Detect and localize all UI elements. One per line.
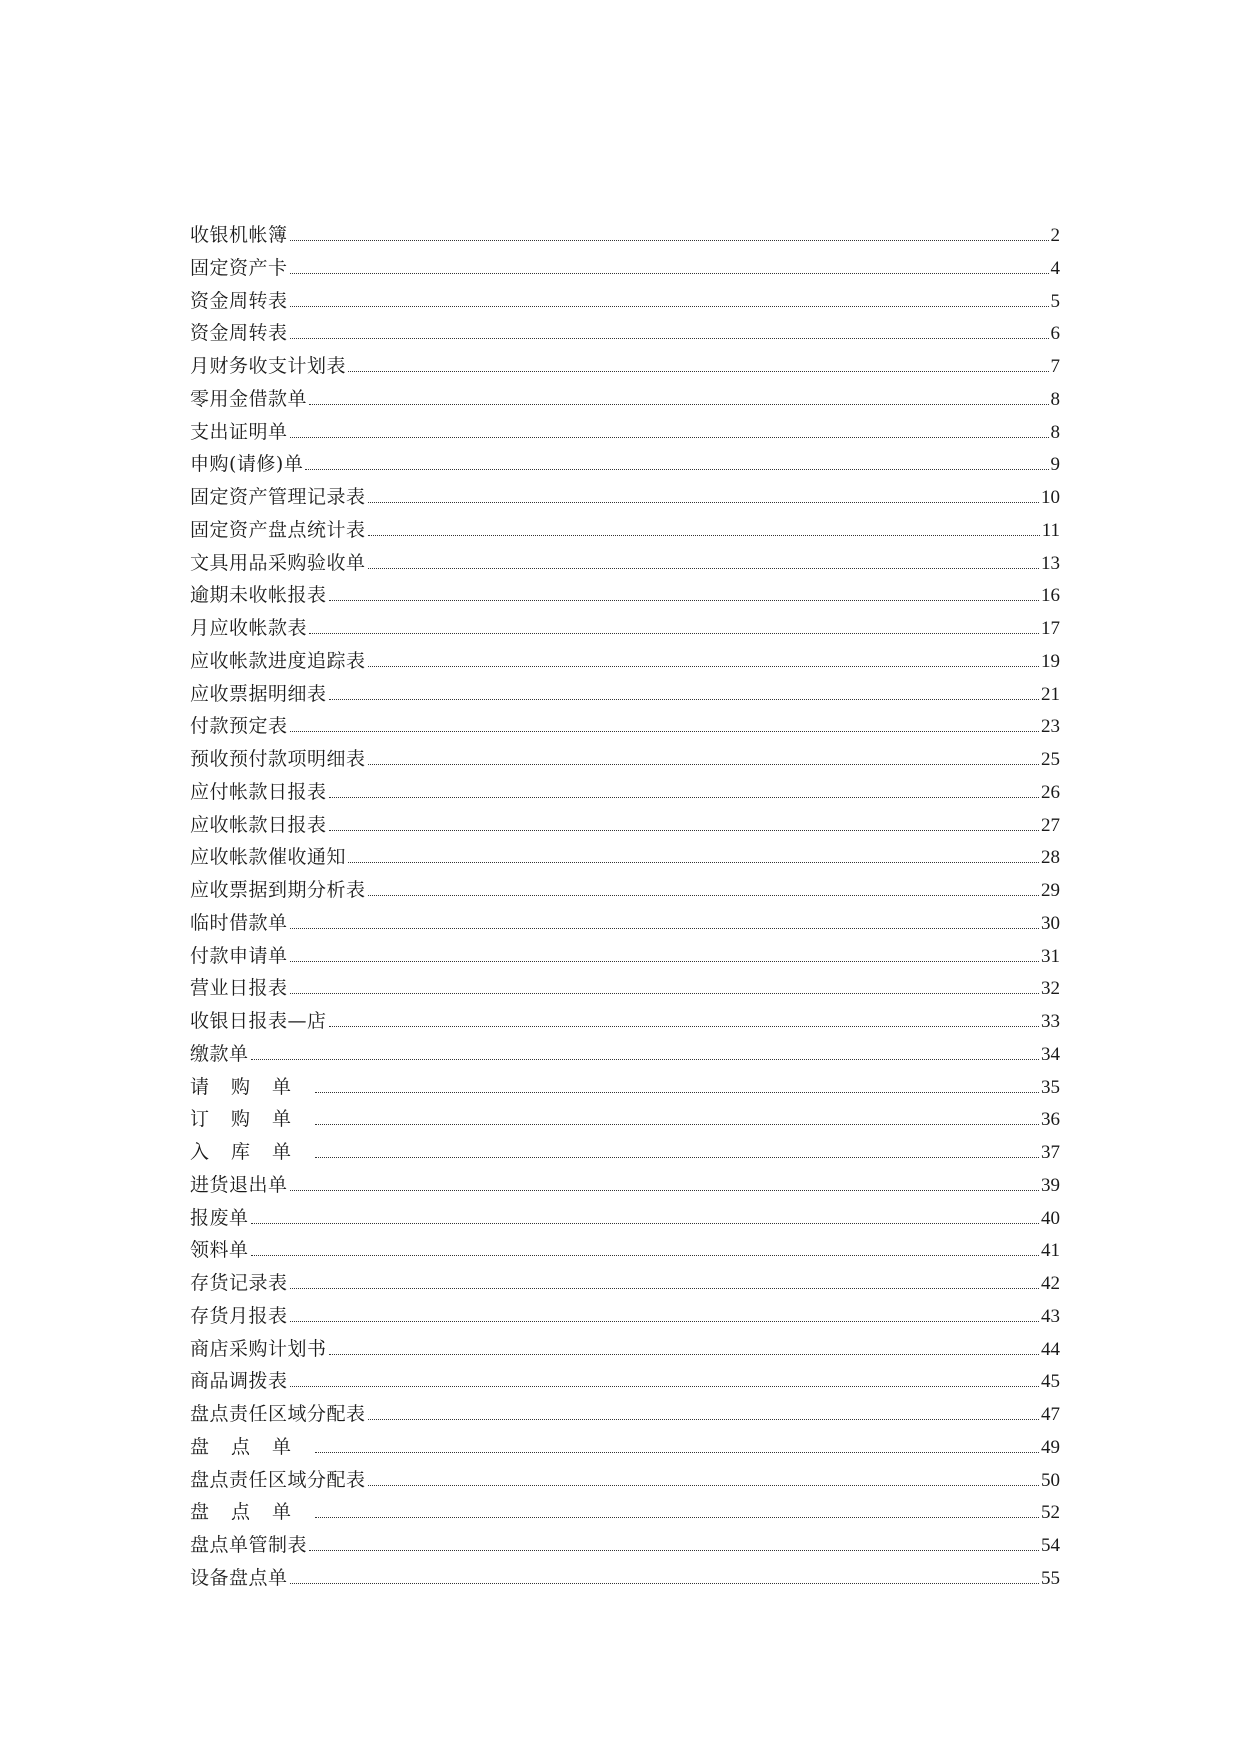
- toc-dot-leader: [290, 240, 1049, 241]
- toc-entry-title: 付款申请单: [190, 944, 288, 967]
- toc-entry[interactable]: [190, 252, 1060, 285]
- toc-entry-title: 缴款单: [190, 1042, 249, 1065]
- toc-entry-title: 固定资产卡: [190, 256, 288, 279]
- toc-entry[interactable]: [190, 612, 1060, 645]
- toc-entry[interactable]: [190, 514, 1060, 547]
- toc-entry[interactable]: [190, 776, 1060, 809]
- toc-dot-leader: [251, 1255, 1039, 1256]
- toc-dot-leader: [329, 699, 1039, 700]
- toc-dot-leader: [368, 895, 1039, 896]
- toc-entry-title: 预收预付款项明细表: [190, 748, 366, 770]
- toc-entry[interactable]: [190, 809, 1060, 842]
- toc-entry-page-number: 29: [1041, 880, 1060, 901]
- toc-entry-page-number: 44: [1041, 1338, 1060, 1360]
- toc-entry-page-number: 5: [1050, 290, 1060, 312]
- toc-entry[interactable]: [190, 710, 1060, 743]
- toc-entry-title: 商品调拨表: [190, 1370, 288, 1393]
- toc-dot-leader: [290, 1321, 1039, 1322]
- toc-entry-page-number: 8: [1050, 421, 1060, 443]
- toc-entry-page-number: 25: [1041, 749, 1060, 770]
- toc-entry-page-number: 23: [1041, 716, 1060, 738]
- toc-dot-leader: [290, 1190, 1039, 1191]
- toc-entry[interactable]: [190, 645, 1060, 678]
- toc-entry-page-number: 4: [1050, 257, 1060, 279]
- toc-entry-page-number: 21: [1041, 683, 1060, 705]
- toc-dot-leader: [315, 1157, 1039, 1158]
- toc-entry[interactable]: [190, 285, 1060, 318]
- toc-entry-page-number: 6: [1050, 323, 1060, 345]
- toc-dot-leader: [309, 404, 1048, 405]
- toc-entry-title: 设备盘点单: [190, 1566, 288, 1589]
- toc-entry-title: 应收票据到期分析表: [190, 879, 366, 901]
- toc-entry-page-number: 36: [1041, 1109, 1060, 1131]
- toc-dot-leader: [315, 1452, 1039, 1453]
- toc-dot-leader: [329, 830, 1039, 831]
- toc-entry[interactable]: [190, 350, 1060, 383]
- toc-entry[interactable]: [190, 1562, 1060, 1595]
- toc-entry-page-number: 9: [1050, 454, 1060, 476]
- toc-entry[interactable]: [190, 547, 1060, 580]
- toc-entry-page-number: 35: [1041, 1076, 1060, 1098]
- toc-entry[interactable]: [190, 1300, 1060, 1333]
- toc-entry-page-number: 16: [1041, 585, 1060, 607]
- toc-entry[interactable]: [190, 1071, 1060, 1104]
- toc-entry[interactable]: [190, 1398, 1060, 1431]
- toc-entry-page-number: 11: [1041, 519, 1060, 541]
- toc-entry-title: 订购单: [190, 1108, 314, 1131]
- toc-entry-title: 付款预定表: [190, 715, 288, 738]
- toc-entry[interactable]: [190, 1136, 1060, 1169]
- toc-entry[interactable]: [190, 1103, 1060, 1136]
- toc-entry-title: 收银机帐簿: [190, 224, 288, 246]
- toc-entry-page-number: 47: [1041, 1404, 1060, 1425]
- toc-entry-title: 存货月报表: [190, 1304, 288, 1327]
- toc-entry-title: 应收帐款进度追踪表: [190, 649, 366, 672]
- toc-entry-page-number: 34: [1041, 1043, 1060, 1065]
- toc-entry-title: 支出证明单: [190, 420, 288, 443]
- toc-entry[interactable]: [190, 841, 1060, 874]
- toc-entry-title: 存货记录表: [190, 1272, 288, 1294]
- toc-entry-title: 入库单: [190, 1141, 314, 1163]
- toc-entry[interactable]: [190, 1529, 1060, 1562]
- toc-dot-leader: [309, 633, 1039, 634]
- toc-entry-title: 固定资产管理记录表: [190, 486, 366, 508]
- toc-dot-leader: [290, 961, 1039, 962]
- toc-entry-page-number: 19: [1041, 650, 1060, 672]
- toc-dot-leader: [315, 1124, 1039, 1125]
- toc-entry-title: 收银日报表—店: [190, 1010, 327, 1032]
- toc-entry-title: 临时借款单: [190, 911, 288, 934]
- toc-entry[interactable]: [190, 1333, 1060, 1366]
- toc-entry[interactable]: [190, 1267, 1060, 1300]
- toc-entry-title: 商店采购计划书: [190, 1337, 327, 1360]
- table-of-contents: [190, 219, 1060, 1595]
- toc-entry[interactable]: [190, 1365, 1060, 1398]
- toc-entry[interactable]: [190, 219, 1060, 252]
- toc-entry-title: 应收票据明细表: [190, 682, 327, 705]
- toc-entry-page-number: 13: [1041, 552, 1060, 574]
- toc-dot-leader: [329, 600, 1039, 601]
- toc-dot-leader: [368, 535, 1040, 536]
- toc-entry-page-number: 54: [1041, 1535, 1060, 1556]
- toc-entry-title: 盘点单: [190, 1435, 314, 1458]
- toc-entry-title: 盘点责任区域分配表: [190, 1468, 366, 1491]
- toc-entry-page-number: 28: [1041, 847, 1060, 869]
- toc-entry-page-number: 45: [1041, 1371, 1060, 1393]
- toc-entry[interactable]: [190, 481, 1060, 514]
- toc-entry-page-number: 52: [1041, 1502, 1060, 1524]
- toc-dot-leader: [290, 928, 1039, 929]
- toc-entry[interactable]: [190, 416, 1060, 449]
- toc-entry-title: 盘点单: [190, 1501, 314, 1524]
- toc-entry-title: 零用金借款单: [190, 387, 308, 410]
- toc-entry[interactable]: [190, 678, 1060, 711]
- toc-entry[interactable]: [190, 874, 1060, 907]
- toc-entry[interactable]: [190, 317, 1060, 350]
- toc-dot-leader: [329, 1354, 1039, 1355]
- toc-dot-leader: [348, 862, 1039, 863]
- toc-dot-leader: [290, 306, 1049, 307]
- toc-entry-title: 固定资产盘点统计表: [190, 518, 366, 541]
- toc-entry-title: 逾期未收帐报表: [190, 584, 327, 607]
- toc-entry[interactable]: [190, 1202, 1060, 1235]
- toc-entry-title: 请购单: [190, 1075, 314, 1098]
- toc-dot-leader: [315, 1092, 1039, 1093]
- toc-entry-title: 文具用品采购验收单: [190, 551, 366, 574]
- toc-entry-page-number: 26: [1041, 781, 1060, 803]
- toc-entry-page-number: 43: [1041, 1305, 1060, 1327]
- toc-entry-page-number: 7: [1050, 356, 1060, 377]
- toc-entry-page-number: 41: [1041, 1240, 1060, 1262]
- toc-entry[interactable]: [190, 383, 1060, 416]
- toc-dot-leader: [305, 469, 1048, 470]
- toc-entry-title: 盘点单管制表: [190, 1534, 308, 1556]
- toc-dot-leader: [329, 1026, 1039, 1027]
- toc-dot-leader: [368, 666, 1039, 667]
- toc-entry-page-number: 39: [1041, 1174, 1060, 1196]
- toc-entry-page-number: 10: [1041, 487, 1060, 508]
- toc-entry-title: 月应收帐款表: [190, 617, 308, 639]
- toc-entry-title: 资金周转表: [190, 322, 288, 345]
- toc-entry-title: 报废单: [190, 1206, 249, 1229]
- toc-dot-leader: [290, 731, 1039, 732]
- toc-entry[interactable]: [190, 1005, 1060, 1038]
- toc-entry-page-number: 33: [1041, 1011, 1060, 1032]
- toc-entry[interactable]: [190, 579, 1060, 612]
- toc-dot-leader: [290, 338, 1049, 339]
- toc-entry[interactable]: [190, 907, 1060, 940]
- toc-entry[interactable]: [190, 448, 1060, 481]
- toc-dot-leader: [348, 371, 1048, 372]
- toc-dot-leader: [309, 1550, 1039, 1551]
- toc-entry-title: 盘点责任区域分配表: [190, 1403, 366, 1425]
- toc-dot-leader: [315, 1517, 1039, 1518]
- toc-entry-page-number: 40: [1041, 1207, 1060, 1229]
- toc-entry-page-number: 2: [1050, 225, 1060, 246]
- toc-entry-title: 领料单: [190, 1239, 249, 1262]
- toc-dot-leader: [251, 1059, 1039, 1060]
- toc-entry[interactable]: [190, 743, 1060, 776]
- toc-dot-leader: [290, 273, 1049, 274]
- toc-dot-leader: [368, 764, 1039, 765]
- toc-dot-leader: [290, 1288, 1039, 1289]
- toc-dot-leader: [368, 1419, 1039, 1420]
- toc-entry-title: 应收帐款催收通知: [190, 846, 347, 869]
- toc-dot-leader: [290, 1386, 1039, 1387]
- toc-entry[interactable]: [190, 1431, 1060, 1464]
- toc-entry-page-number: 17: [1041, 618, 1060, 639]
- toc-entry-title: 应收帐款日报表: [190, 813, 327, 836]
- toc-entry-title: 进货退出单: [190, 1173, 288, 1196]
- toc-dot-leader: [290, 993, 1039, 994]
- toc-entry-title: 月财务收支计划表: [190, 355, 347, 377]
- toc-dot-leader: [368, 568, 1039, 569]
- toc-dot-leader: [368, 1485, 1039, 1486]
- toc-entry[interactable]: [190, 940, 1060, 973]
- toc-entry-page-number: 42: [1041, 1273, 1060, 1294]
- toc-entry[interactable]: [190, 972, 1060, 1005]
- toc-dot-leader: [251, 1223, 1039, 1224]
- toc-entry-page-number: 37: [1041, 1142, 1060, 1163]
- toc-dot-leader: [329, 797, 1039, 798]
- toc-entry-title: 申购(请修)单: [190, 453, 304, 476]
- toc-entry[interactable]: [190, 1464, 1060, 1497]
- toc-dot-leader: [290, 1583, 1039, 1584]
- toc-entry-title: 资金周转表: [190, 289, 288, 312]
- toc-entry-page-number: 50: [1041, 1469, 1060, 1491]
- toc-entry-page-number: 27: [1041, 814, 1060, 836]
- toc-dot-leader: [290, 437, 1049, 438]
- toc-entry[interactable]: [190, 1038, 1060, 1071]
- toc-entry-title: 应付帐款日报表: [190, 780, 327, 803]
- toc-entry-page-number: 31: [1041, 945, 1060, 967]
- toc-entry-page-number: 30: [1041, 912, 1060, 934]
- toc-entry-page-number: 8: [1050, 388, 1060, 410]
- toc-entry-title: 营业日报表: [190, 977, 288, 1000]
- toc-entry-page-number: 32: [1041, 978, 1060, 1000]
- toc-entry[interactable]: [190, 1169, 1060, 1202]
- toc-entry[interactable]: [190, 1234, 1060, 1267]
- toc-entry-page-number: 49: [1041, 1436, 1060, 1458]
- toc-dot-leader: [368, 502, 1039, 503]
- toc-entry-page-number: 55: [1041, 1567, 1060, 1589]
- toc-entry[interactable]: [190, 1496, 1060, 1529]
